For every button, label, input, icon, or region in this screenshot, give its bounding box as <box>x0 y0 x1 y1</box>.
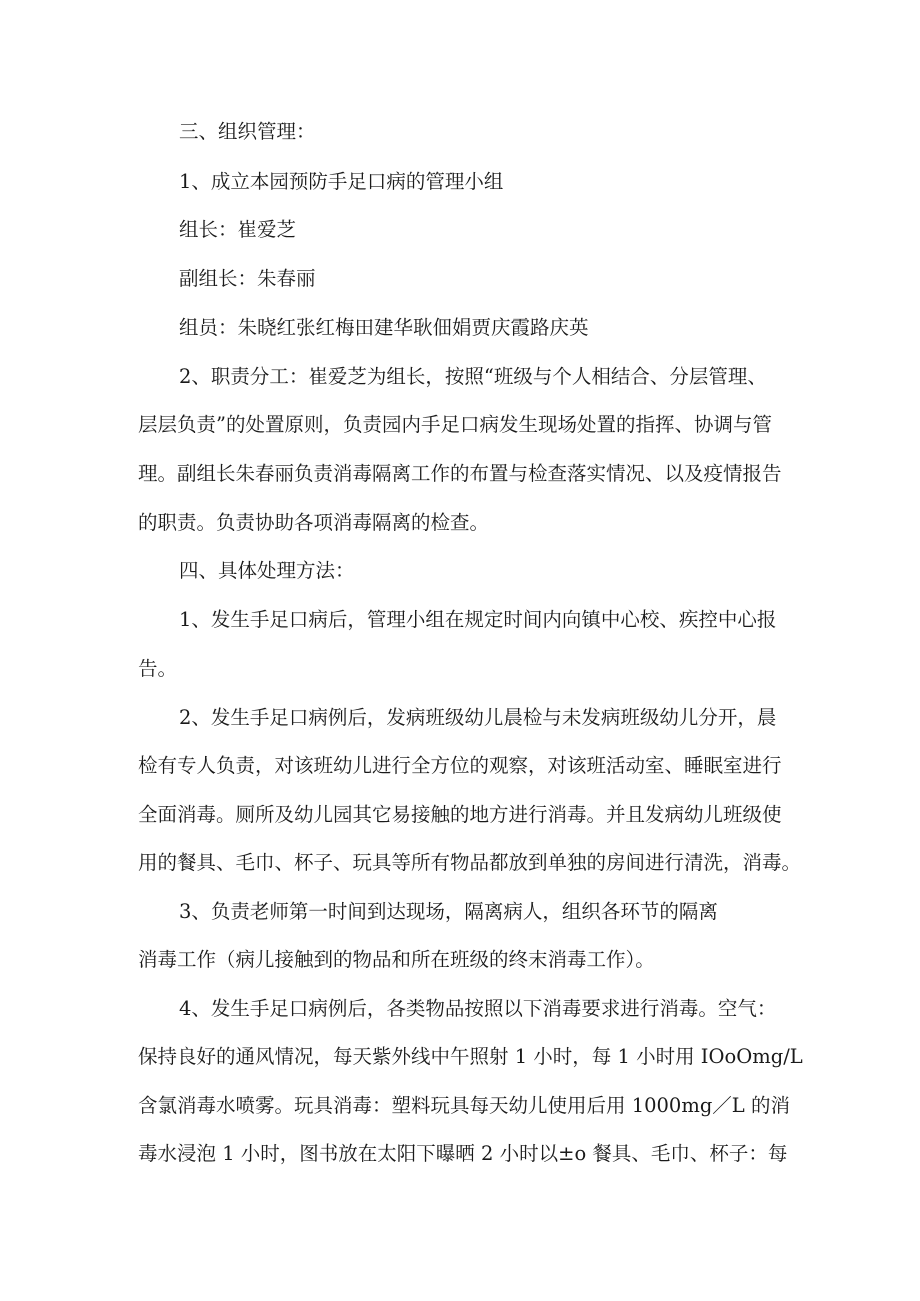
team-leader-line: 组长：崔爱芝 <box>179 218 297 241</box>
item-1-heading: 1、成立本园预防手足口病的管理小组 <box>179 170 504 193</box>
paragraph-line: 毒水浸泡 1 小时，图书放在太阳下曝晒 2 小时以±o 餐具、毛巾、杯子：每 <box>138 1142 788 1165</box>
deputy-leader-line: 副组长：朱春丽 <box>179 267 316 290</box>
paragraph-line: 告。 <box>138 657 178 680</box>
paragraph-line: 层层负责”的处置原则，负责园内手足口病发生现场处置的指挥、协调与管 <box>138 413 772 436</box>
paragraph-line: 消毒工作（病儿接触到的物品和所在班级的终末消毒工作）。 <box>138 948 655 971</box>
paragraph-line: 用的餐具、毛巾、杯子、玩具等所有物品都放到单独的房间进行清洗，消毒。 <box>138 851 802 874</box>
paragraph-line: 保持良好的通风情况，每天紫外线中午照射 1 小时，每 1 小时用 IOoOmg/L <box>138 1045 803 1068</box>
paragraph-line: 2、发生手足口病例后，发病班级幼儿晨检与未发病班级幼儿分开，晨 <box>179 706 777 729</box>
paragraph-line: 1、发生手足口病后，管理小组在规定时间内向镇中心校、疾控中心报 <box>179 608 777 631</box>
section-heading-methods: 四、具体处理方法： <box>179 559 355 582</box>
paragraph-line: 理。副组长朱春丽负责消毒隔离工作的布置与检查落实情况、以及疫情报告 <box>138 462 782 485</box>
paragraph-line: 含氯消毒水喷雾。玩具消毒：塑料玩具每天幼儿使用后用 1000mg／L 的消 <box>138 1094 790 1117</box>
paragraph-line: 全面消毒。厕所及幼儿园其它易接触的地方进行消毒。并且发病幼儿班级使 <box>138 803 782 826</box>
members-line: 组员：朱晓红张红梅田建华耿佃娟贾庆霞路庆英 <box>179 316 589 339</box>
section-heading-organization: 三、组织管理： <box>179 120 316 143</box>
paragraph-line: 的职责。负责协助各项消毒隔离的检查。 <box>138 511 490 534</box>
paragraph-line: 3、负责老师第一时间到达现场，隔离病人，组织各环节的隔离 <box>179 900 718 923</box>
paragraph-line: 检有专人负责，对该班幼儿进行全方位的观察，对该班活动室、睡眠室进行 <box>138 754 782 777</box>
paragraph-line: 4、发生手足口病例后，各类物品按照以下消毒要求进行消毒。空气： <box>179 997 777 1020</box>
paragraph-line: 2、职责分工：崔爱芝为组长，按照“班级与个人相结合、分层管理、 <box>179 365 767 388</box>
